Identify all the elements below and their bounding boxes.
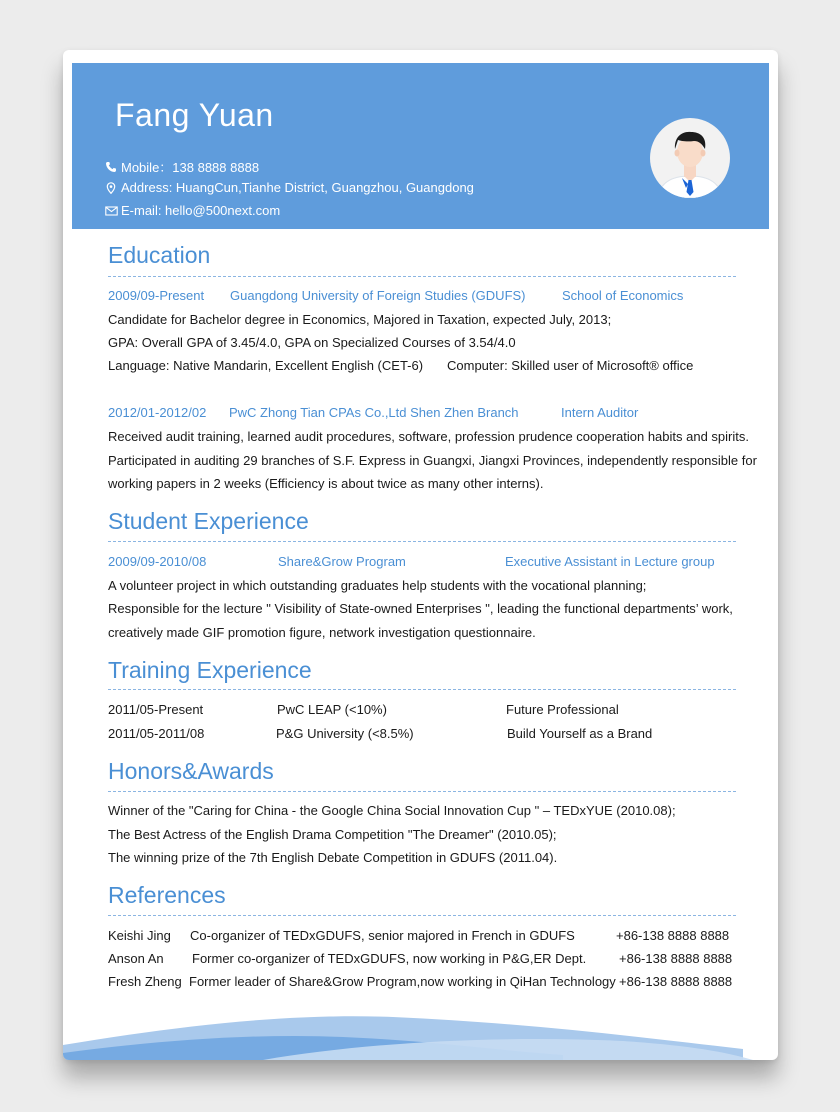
student-line: creatively made GIF promotion figure, network investigation questionnaire.	[108, 625, 536, 640]
edu1-computer: Computer: Skilled user of Microsoft® office	[447, 358, 694, 373]
education-divider	[108, 276, 736, 277]
edu1-line: GPA: Overall GPA of 3.45/4.0, GPA on Specialized Courses of 3.54/4.0	[108, 335, 516, 350]
training-date: 2011/05-2011/08	[108, 726, 205, 741]
edu2-company: PwC Zhong Tian CPAs Co.,Ltd Shen Zhen Branch	[229, 405, 519, 420]
references-divider	[108, 915, 736, 916]
avatar	[650, 118, 730, 198]
reference-phone: +86-138 8888 8888	[616, 928, 730, 943]
training-program: P&G University (<8.5%)	[276, 726, 414, 741]
email-text: E-mail: hello@500next.com	[121, 203, 281, 218]
honor-item: Winner of the "Caring for China - the Google China Social Innovation Cup " – TEDxYUE (2010.08);	[108, 803, 676, 818]
edu1-language: Language: Native Mandarin, Excellent English (CET-6)	[108, 358, 424, 373]
edu1-date: 2009/09-Present	[108, 288, 205, 303]
edu1-school: Guangdong University of Foreign Studies (GDUFS)	[230, 288, 526, 303]
student-role: Executive Assistant in Lecture group	[505, 554, 715, 569]
edu2-line: Participated in auditing 29 branches of S.F. Express in Guangxi, Jiangxi Provinces, independently responsible for	[108, 453, 757, 468]
training-divider	[108, 689, 736, 690]
edu1-department: School of Economics	[562, 288, 684, 303]
honor-item: The Best Actress of the English Drama Competition "The Dreamer" (2010.05);	[108, 827, 557, 842]
student-line: Responsible for the lecture " Visibility of State-owned Enterprises ", leading the functional departments’ work,	[108, 601, 733, 616]
reference-name: Fresh Zheng	[108, 974, 182, 989]
candidate-name: Fang Yuan	[115, 97, 274, 133]
reference-description: Former leader of Share&Grow Program,now working in QiHan Technology	[189, 974, 616, 989]
reference-description: Co-organizer of TEDxGDUFS, senior majored in French in GDUFS	[190, 928, 575, 943]
education-heading: Education	[108, 242, 211, 268]
training-heading: Training Experience	[108, 657, 312, 683]
honors-divider	[108, 791, 736, 792]
references-heading: References	[108, 882, 226, 908]
honor-item: The winning prize of the 7th English Debate Competition in GDUFS (2011.04).	[108, 850, 558, 865]
reference-phone: +86-138 8888 8888	[619, 974, 733, 989]
email-row	[105, 203, 280, 218]
address-row	[105, 180, 474, 195]
reference-phone: +86-138 8888 8888	[619, 951, 733, 966]
resume-page	[63, 50, 778, 1060]
reference-name: Anson An	[108, 951, 164, 966]
student-experience-heading: Student Experience	[108, 508, 309, 534]
training-result: Build Yourself as a Brand	[507, 726, 653, 741]
edu1-line: Candidate for Bachelor degree in Economics, Majored in Taxation, expected July, 2013;	[108, 312, 612, 327]
edu2-role: Intern Auditor	[561, 405, 639, 420]
location-pin-icon	[105, 182, 117, 194]
student-line: A volunteer project in which outstanding graduates help students with the vocational planning;	[108, 578, 647, 593]
student-experience-divider	[108, 541, 736, 542]
mobile-row	[105, 157, 259, 176]
training-date: 2011/05-Present	[108, 702, 204, 717]
phone-icon	[105, 161, 117, 173]
student-program: Share&Grow Program	[278, 554, 406, 569]
resume-header	[72, 63, 769, 229]
student-date: 2009/09-2010/08	[108, 554, 207, 569]
reference-name: Keishi Jing	[108, 928, 171, 943]
training-result: Future Professional	[506, 702, 619, 717]
reference-description: Former co-organizer of TEDxGDUFS, now working in P&G,ER Dept.	[192, 951, 587, 966]
edu2-line: working papers in 2 weeks (Efficiency is about twice as many other interns).	[108, 476, 544, 491]
address-text: Address: HuangCun,Tianhe District, Guangzhou, Guangdong	[121, 180, 474, 195]
mail-icon	[105, 205, 117, 217]
honors-heading: Honors&Awards	[108, 758, 274, 784]
mobile-text: Mobile：138 8888 8888	[121, 160, 260, 175]
training-program: PwC LEAP (<10%)	[277, 702, 387, 717]
edu2-line: Received audit training, learned audit procedures, software, profession prudence cooperation habits and spirits.	[108, 429, 749, 444]
decorative-waves	[63, 1005, 778, 1060]
edu2-date: 2012/01-2012/02	[108, 405, 207, 420]
